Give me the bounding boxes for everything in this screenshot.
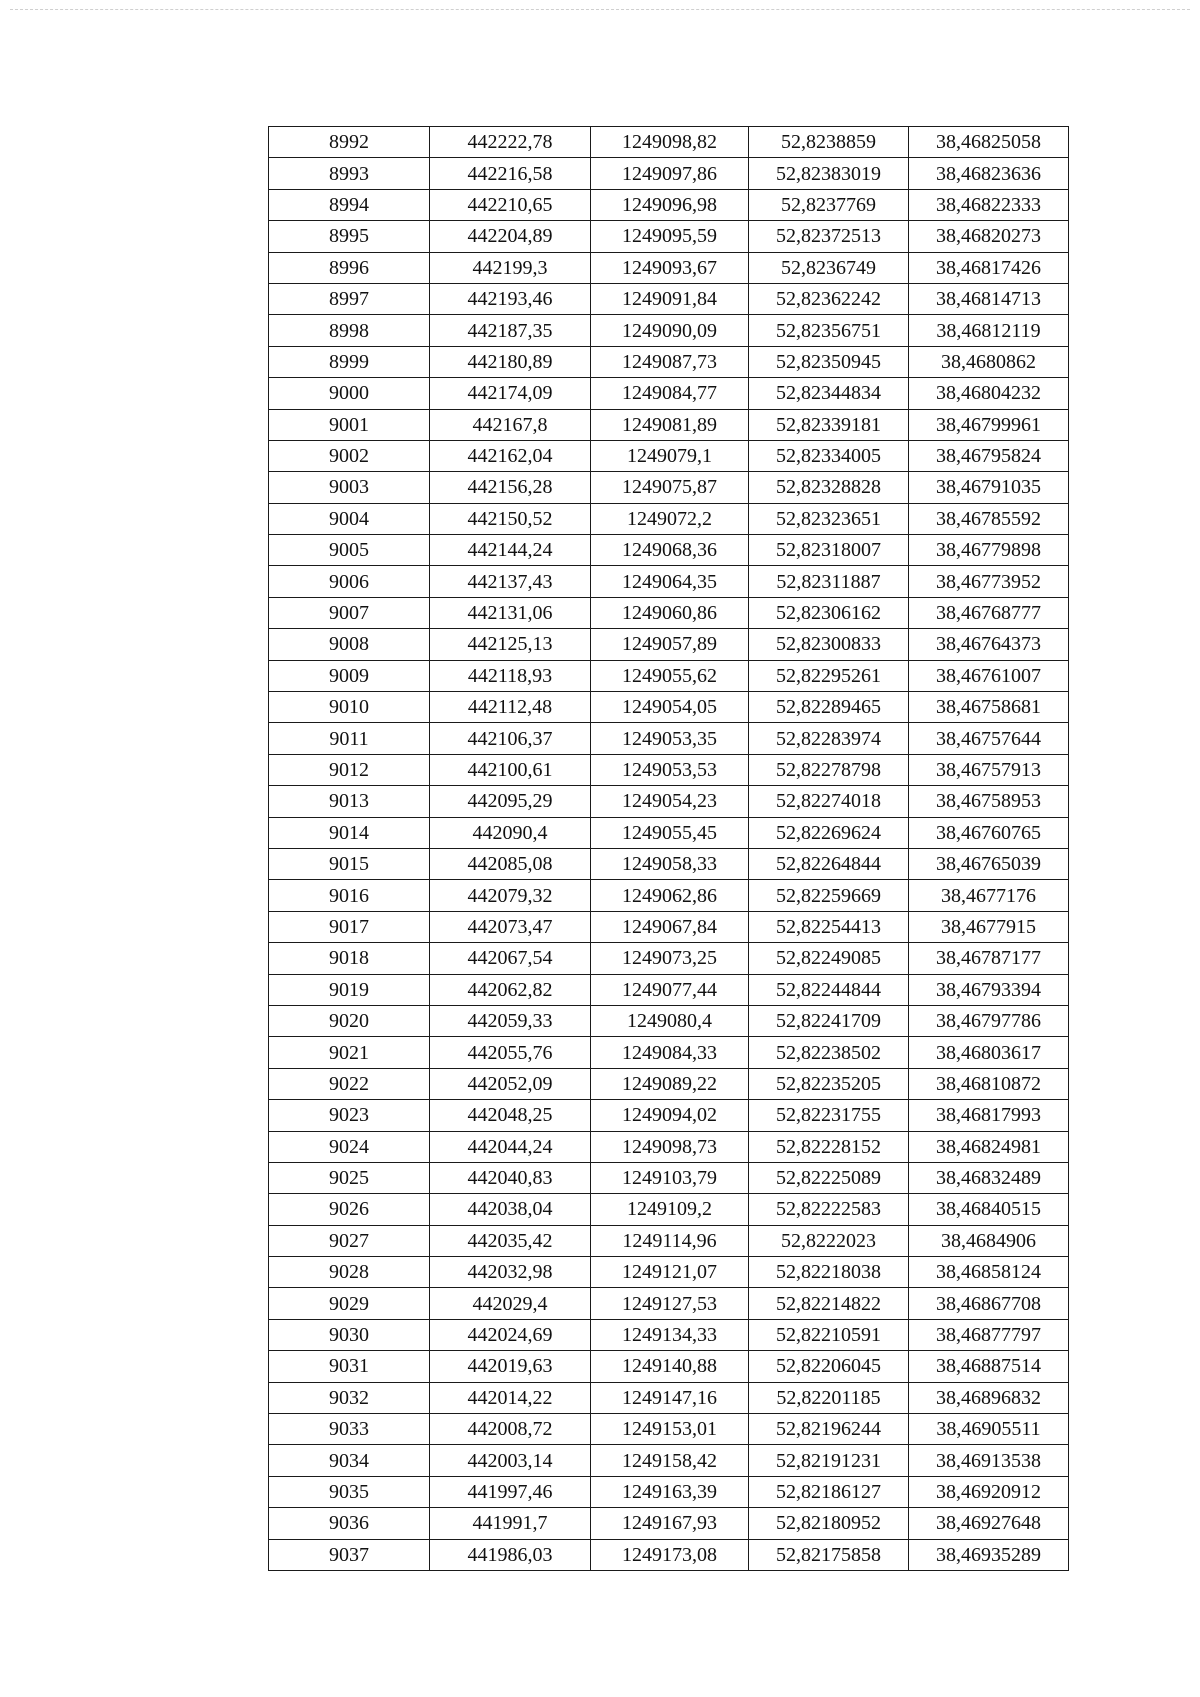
longitude-cell: 38,46877797	[909, 1319, 1069, 1350]
x-coordinate-cell: 442150,52	[430, 503, 591, 534]
y-coordinate-cell: 1249103,79	[591, 1162, 749, 1193]
latitude-cell: 52,82241709	[749, 1005, 909, 1036]
y-coordinate-cell: 1249053,35	[591, 723, 749, 754]
x-coordinate-cell: 442029,4	[430, 1288, 591, 1319]
table-row	[269, 1100, 1069, 1131]
latitude-cell: 52,82295261	[749, 660, 909, 691]
table-row	[269, 158, 1069, 189]
y-coordinate-cell: 1249054,05	[591, 692, 749, 723]
latitude-cell: 52,82318007	[749, 535, 909, 566]
y-coordinate-cell: 1249091,84	[591, 283, 749, 314]
longitude-cell: 38,4677915	[909, 911, 1069, 942]
y-coordinate-cell: 1249055,62	[591, 660, 749, 691]
table-row	[269, 472, 1069, 503]
longitude-cell: 38,46858124	[909, 1257, 1069, 1288]
point-number-cell: 9034	[269, 1445, 430, 1476]
point-number-cell: 9009	[269, 660, 430, 691]
latitude-cell: 52,82339181	[749, 409, 909, 440]
table-row	[269, 848, 1069, 879]
latitude-cell: 52,82249085	[749, 943, 909, 974]
longitude-cell: 38,46757644	[909, 723, 1069, 754]
point-number-cell: 9016	[269, 880, 430, 911]
point-number-cell: 9023	[269, 1100, 430, 1131]
longitude-cell: 38,4677176	[909, 880, 1069, 911]
latitude-cell: 52,82259669	[749, 880, 909, 911]
longitude-cell: 38,46935289	[909, 1539, 1069, 1570]
x-coordinate-cell: 442032,98	[430, 1257, 591, 1288]
table-row	[269, 252, 1069, 283]
point-number-cell: 9005	[269, 535, 430, 566]
y-coordinate-cell: 1249158,42	[591, 1445, 749, 1476]
longitude-cell: 38,46804232	[909, 378, 1069, 409]
latitude-cell: 52,8236749	[749, 252, 909, 283]
latitude-cell: 52,82225089	[749, 1162, 909, 1193]
table-row	[269, 503, 1069, 534]
y-coordinate-cell: 1249093,67	[591, 252, 749, 283]
y-coordinate-cell: 1249058,33	[591, 848, 749, 879]
point-number-cell: 9011	[269, 723, 430, 754]
longitude-cell: 38,46761007	[909, 660, 1069, 691]
x-coordinate-cell: 442118,93	[430, 660, 591, 691]
table-row	[269, 1319, 1069, 1350]
table-row	[269, 346, 1069, 377]
latitude-cell: 52,82362242	[749, 283, 909, 314]
table-row	[269, 1288, 1069, 1319]
longitude-cell: 38,46824981	[909, 1131, 1069, 1162]
y-coordinate-cell: 1249084,77	[591, 378, 749, 409]
point-number-cell: 9027	[269, 1225, 430, 1256]
point-number-cell: 9030	[269, 1319, 430, 1350]
longitude-cell: 38,4684906	[909, 1225, 1069, 1256]
y-coordinate-cell: 1249081,89	[591, 409, 749, 440]
x-coordinate-cell: 442062,82	[430, 974, 591, 1005]
longitude-cell: 38,46760765	[909, 817, 1069, 848]
x-coordinate-cell: 442055,76	[430, 1037, 591, 1068]
table-row	[269, 189, 1069, 220]
y-coordinate-cell: 1249163,39	[591, 1476, 749, 1507]
longitude-cell: 38,46797786	[909, 1005, 1069, 1036]
x-coordinate-cell: 442156,28	[430, 472, 591, 503]
table-row	[269, 1539, 1069, 1570]
y-coordinate-cell: 1249098,82	[591, 127, 749, 158]
longitude-cell: 38,46905511	[909, 1414, 1069, 1445]
y-coordinate-cell: 1249067,84	[591, 911, 749, 942]
point-number-cell: 9028	[269, 1257, 430, 1288]
point-number-cell: 9024	[269, 1131, 430, 1162]
point-number-cell: 8998	[269, 315, 430, 346]
point-number-cell: 8996	[269, 252, 430, 283]
longitude-cell: 38,46820273	[909, 221, 1069, 252]
latitude-cell: 52,82356751	[749, 315, 909, 346]
longitude-cell: 38,46791035	[909, 472, 1069, 503]
table-row	[269, 1225, 1069, 1256]
x-coordinate-cell: 442137,43	[430, 566, 591, 597]
table-row	[269, 1194, 1069, 1225]
longitude-cell: 38,46927648	[909, 1508, 1069, 1539]
longitude-cell: 38,46768777	[909, 597, 1069, 628]
point-number-cell: 9032	[269, 1382, 430, 1413]
x-coordinate-cell: 442125,13	[430, 629, 591, 660]
latitude-cell: 52,82175858	[749, 1539, 909, 1570]
longitude-cell: 38,46765039	[909, 848, 1069, 879]
point-number-cell: 8993	[269, 158, 430, 189]
latitude-cell: 52,82328828	[749, 472, 909, 503]
table-row	[269, 566, 1069, 597]
table-row	[269, 629, 1069, 660]
y-coordinate-cell: 1249090,09	[591, 315, 749, 346]
longitude-cell: 38,46825058	[909, 127, 1069, 158]
latitude-cell: 52,82323651	[749, 503, 909, 534]
table-row	[269, 1508, 1069, 1539]
point-number-cell: 9036	[269, 1508, 430, 1539]
latitude-cell: 52,82311887	[749, 566, 909, 597]
latitude-cell: 52,82274018	[749, 786, 909, 817]
latitude-cell: 52,82372513	[749, 221, 909, 252]
point-number-cell: 9033	[269, 1414, 430, 1445]
y-coordinate-cell: 1249153,01	[591, 1414, 749, 1445]
latitude-cell: 52,82196244	[749, 1414, 909, 1445]
table-row	[269, 1414, 1069, 1445]
table-row	[269, 974, 1069, 1005]
point-number-cell: 9021	[269, 1037, 430, 1068]
table-row	[269, 754, 1069, 785]
latitude-cell: 52,82254413	[749, 911, 909, 942]
point-number-cell: 9002	[269, 440, 430, 471]
point-number-cell: 9035	[269, 1476, 430, 1507]
point-number-cell: 8999	[269, 346, 430, 377]
table-row	[269, 1005, 1069, 1036]
longitude-cell: 38,46913538	[909, 1445, 1069, 1476]
x-coordinate-cell: 442040,83	[430, 1162, 591, 1193]
longitude-cell: 38,46793394	[909, 974, 1069, 1005]
table-row	[269, 1162, 1069, 1193]
latitude-cell: 52,82222583	[749, 1194, 909, 1225]
point-number-cell: 8992	[269, 127, 430, 158]
latitude-cell: 52,82210591	[749, 1319, 909, 1350]
table-row	[269, 880, 1069, 911]
longitude-cell: 38,46867708	[909, 1288, 1069, 1319]
latitude-cell: 52,82289465	[749, 692, 909, 723]
table-row	[269, 1037, 1069, 1068]
y-coordinate-cell: 1249173,08	[591, 1539, 749, 1570]
x-coordinate-cell: 442067,54	[430, 943, 591, 974]
y-coordinate-cell: 1249097,86	[591, 158, 749, 189]
point-number-cell: 9013	[269, 786, 430, 817]
table-row	[269, 535, 1069, 566]
longitude-cell: 38,46773952	[909, 566, 1069, 597]
x-coordinate-cell: 442079,32	[430, 880, 591, 911]
latitude-cell: 52,82218038	[749, 1257, 909, 1288]
longitude-cell: 38,46785592	[909, 503, 1069, 534]
table-row	[269, 1068, 1069, 1099]
y-coordinate-cell: 1249140,88	[591, 1351, 749, 1382]
y-coordinate-cell: 1249068,36	[591, 535, 749, 566]
y-coordinate-cell: 1249064,35	[591, 566, 749, 597]
y-coordinate-cell: 1249167,93	[591, 1508, 749, 1539]
x-coordinate-cell: 442044,24	[430, 1131, 591, 1162]
table-row	[269, 597, 1069, 628]
y-coordinate-cell: 1249109,2	[591, 1194, 749, 1225]
point-number-cell: 9037	[269, 1539, 430, 1570]
x-coordinate-cell: 442106,37	[430, 723, 591, 754]
y-coordinate-cell: 1249055,45	[591, 817, 749, 848]
longitude-cell: 38,46787177	[909, 943, 1069, 974]
longitude-cell: 38,46779898	[909, 535, 1069, 566]
point-number-cell: 9006	[269, 566, 430, 597]
table-row	[269, 221, 1069, 252]
latitude-cell: 52,82186127	[749, 1476, 909, 1507]
scan-edge-line	[10, 9, 1190, 10]
point-number-cell: 8995	[269, 221, 430, 252]
y-coordinate-cell: 1249084,33	[591, 1037, 749, 1068]
latitude-cell: 52,82244844	[749, 974, 909, 1005]
longitude-cell: 38,46803617	[909, 1037, 1069, 1068]
y-coordinate-cell: 1249077,44	[591, 974, 749, 1005]
longitude-cell: 38,46823636	[909, 158, 1069, 189]
point-number-cell: 9008	[269, 629, 430, 660]
x-coordinate-cell: 442052,09	[430, 1068, 591, 1099]
x-coordinate-cell: 442035,42	[430, 1225, 591, 1256]
x-coordinate-cell: 442174,09	[430, 378, 591, 409]
coordinates-table	[268, 126, 1069, 1571]
longitude-cell: 38,46817993	[909, 1100, 1069, 1131]
longitude-cell: 38,46758681	[909, 692, 1069, 723]
longitude-cell: 38,46832489	[909, 1162, 1069, 1193]
y-coordinate-cell: 1249096,98	[591, 189, 749, 220]
x-coordinate-cell: 442019,63	[430, 1351, 591, 1382]
x-coordinate-cell: 442193,46	[430, 283, 591, 314]
coordinates-table-body	[269, 127, 1069, 1571]
x-coordinate-cell: 442187,35	[430, 315, 591, 346]
point-number-cell: 9000	[269, 378, 430, 409]
longitude-cell: 38,46822333	[909, 189, 1069, 220]
table-row	[269, 283, 1069, 314]
longitude-cell: 38,46795824	[909, 440, 1069, 471]
table-row	[269, 943, 1069, 974]
y-coordinate-cell: 1249095,59	[591, 221, 749, 252]
table-row	[269, 1131, 1069, 1162]
point-number-cell: 9029	[269, 1288, 430, 1319]
table-row	[269, 440, 1069, 471]
latitude-cell: 52,82269624	[749, 817, 909, 848]
point-number-cell: 9026	[269, 1194, 430, 1225]
y-coordinate-cell: 1249089,22	[591, 1068, 749, 1099]
latitude-cell: 52,82283974	[749, 723, 909, 754]
x-coordinate-cell: 442112,48	[430, 692, 591, 723]
x-coordinate-cell: 442073,47	[430, 911, 591, 942]
table-row	[269, 1257, 1069, 1288]
longitude-cell: 38,46758953	[909, 786, 1069, 817]
table-row	[269, 1476, 1069, 1507]
longitude-cell: 38,46840515	[909, 1194, 1069, 1225]
point-number-cell: 8997	[269, 283, 430, 314]
x-coordinate-cell: 441986,03	[430, 1539, 591, 1570]
table-row	[269, 1351, 1069, 1382]
point-number-cell: 9015	[269, 848, 430, 879]
point-number-cell: 9022	[269, 1068, 430, 1099]
longitude-cell: 38,46799961	[909, 409, 1069, 440]
x-coordinate-cell: 442095,29	[430, 786, 591, 817]
x-coordinate-cell: 442100,61	[430, 754, 591, 785]
x-coordinate-cell: 442162,04	[430, 440, 591, 471]
x-coordinate-cell: 442014,22	[430, 1382, 591, 1413]
point-number-cell: 9001	[269, 409, 430, 440]
latitude-cell: 52,8237769	[749, 189, 909, 220]
point-number-cell: 9018	[269, 943, 430, 974]
latitude-cell: 52,82383019	[749, 158, 909, 189]
y-coordinate-cell: 1249053,53	[591, 754, 749, 785]
latitude-cell: 52,82300833	[749, 629, 909, 660]
table-row	[269, 1382, 1069, 1413]
x-coordinate-cell: 442216,58	[430, 158, 591, 189]
y-coordinate-cell: 1249072,2	[591, 503, 749, 534]
table-row	[269, 660, 1069, 691]
longitude-cell: 38,46887514	[909, 1351, 1069, 1382]
y-coordinate-cell: 1249062,86	[591, 880, 749, 911]
latitude-cell: 52,82228152	[749, 1131, 909, 1162]
x-coordinate-cell: 441991,7	[430, 1508, 591, 1539]
x-coordinate-cell: 442024,69	[430, 1319, 591, 1350]
x-coordinate-cell: 442204,89	[430, 221, 591, 252]
x-coordinate-cell: 442038,04	[430, 1194, 591, 1225]
longitude-cell: 38,46920912	[909, 1476, 1069, 1507]
x-coordinate-cell: 442131,06	[430, 597, 591, 628]
latitude-cell: 52,82344834	[749, 378, 909, 409]
point-number-cell: 9012	[269, 754, 430, 785]
y-coordinate-cell: 1249079,1	[591, 440, 749, 471]
y-coordinate-cell: 1249121,07	[591, 1257, 749, 1288]
x-coordinate-cell: 442210,65	[430, 189, 591, 220]
y-coordinate-cell: 1249080,4	[591, 1005, 749, 1036]
latitude-cell: 52,82201185	[749, 1382, 909, 1413]
longitude-cell: 38,46812119	[909, 315, 1069, 346]
y-coordinate-cell: 1249075,87	[591, 472, 749, 503]
x-coordinate-cell: 442003,14	[430, 1445, 591, 1476]
point-number-cell: 9031	[269, 1351, 430, 1382]
y-coordinate-cell: 1249060,86	[591, 597, 749, 628]
y-coordinate-cell: 1249114,96	[591, 1225, 749, 1256]
x-coordinate-cell: 442059,33	[430, 1005, 591, 1036]
x-coordinate-cell: 442144,24	[430, 535, 591, 566]
longitude-cell: 38,46896832	[909, 1382, 1069, 1413]
point-number-cell: 9017	[269, 911, 430, 942]
y-coordinate-cell: 1249057,89	[591, 629, 749, 660]
x-coordinate-cell: 442048,25	[430, 1100, 591, 1131]
y-coordinate-cell: 1249134,33	[591, 1319, 749, 1350]
x-coordinate-cell: 441997,46	[430, 1476, 591, 1507]
latitude-cell: 52,82278798	[749, 754, 909, 785]
y-coordinate-cell: 1249073,25	[591, 943, 749, 974]
point-number-cell: 9010	[269, 692, 430, 723]
point-number-cell: 9014	[269, 817, 430, 848]
table-row	[269, 911, 1069, 942]
longitude-cell: 38,46817426	[909, 252, 1069, 283]
latitude-cell: 52,82206045	[749, 1351, 909, 1382]
point-number-cell: 8994	[269, 189, 430, 220]
latitude-cell: 52,82191231	[749, 1445, 909, 1476]
y-coordinate-cell: 1249147,16	[591, 1382, 749, 1413]
longitude-cell: 38,46810872	[909, 1068, 1069, 1099]
latitude-cell: 52,82306162	[749, 597, 909, 628]
point-number-cell: 9020	[269, 1005, 430, 1036]
table-row	[269, 315, 1069, 346]
x-coordinate-cell: 442008,72	[430, 1414, 591, 1445]
longitude-cell: 38,46814713	[909, 283, 1069, 314]
table-row	[269, 409, 1069, 440]
latitude-cell: 52,82214822	[749, 1288, 909, 1319]
latitude-cell: 52,8238859	[749, 127, 909, 158]
point-number-cell: 9025	[269, 1162, 430, 1193]
latitude-cell: 52,82238502	[749, 1037, 909, 1068]
y-coordinate-cell: 1249098,73	[591, 1131, 749, 1162]
y-coordinate-cell: 1249094,02	[591, 1100, 749, 1131]
x-coordinate-cell: 442167,8	[430, 409, 591, 440]
latitude-cell: 52,82334005	[749, 440, 909, 471]
table-row	[269, 378, 1069, 409]
longitude-cell: 38,46764373	[909, 629, 1069, 660]
x-coordinate-cell: 442222,78	[430, 127, 591, 158]
longitude-cell: 38,4680862	[909, 346, 1069, 377]
latitude-cell: 52,8222023	[749, 1225, 909, 1256]
latitude-cell: 52,82235205	[749, 1068, 909, 1099]
y-coordinate-cell: 1249087,73	[591, 346, 749, 377]
longitude-cell: 38,46757913	[909, 754, 1069, 785]
latitude-cell: 52,82180952	[749, 1508, 909, 1539]
latitude-cell: 52,82264844	[749, 848, 909, 879]
table-row	[269, 127, 1069, 158]
x-coordinate-cell: 442199,3	[430, 252, 591, 283]
table-row	[269, 723, 1069, 754]
x-coordinate-cell: 442085,08	[430, 848, 591, 879]
table-row	[269, 692, 1069, 723]
table-row	[269, 1445, 1069, 1476]
y-coordinate-cell: 1249127,53	[591, 1288, 749, 1319]
y-coordinate-cell: 1249054,23	[591, 786, 749, 817]
point-number-cell: 9007	[269, 597, 430, 628]
point-number-cell: 9019	[269, 974, 430, 1005]
latitude-cell: 52,82231755	[749, 1100, 909, 1131]
latitude-cell: 52,82350945	[749, 346, 909, 377]
table-row	[269, 817, 1069, 848]
table-row	[269, 786, 1069, 817]
x-coordinate-cell: 442090,4	[430, 817, 591, 848]
point-number-cell: 9004	[269, 503, 430, 534]
x-coordinate-cell: 442180,89	[430, 346, 591, 377]
point-number-cell: 9003	[269, 472, 430, 503]
